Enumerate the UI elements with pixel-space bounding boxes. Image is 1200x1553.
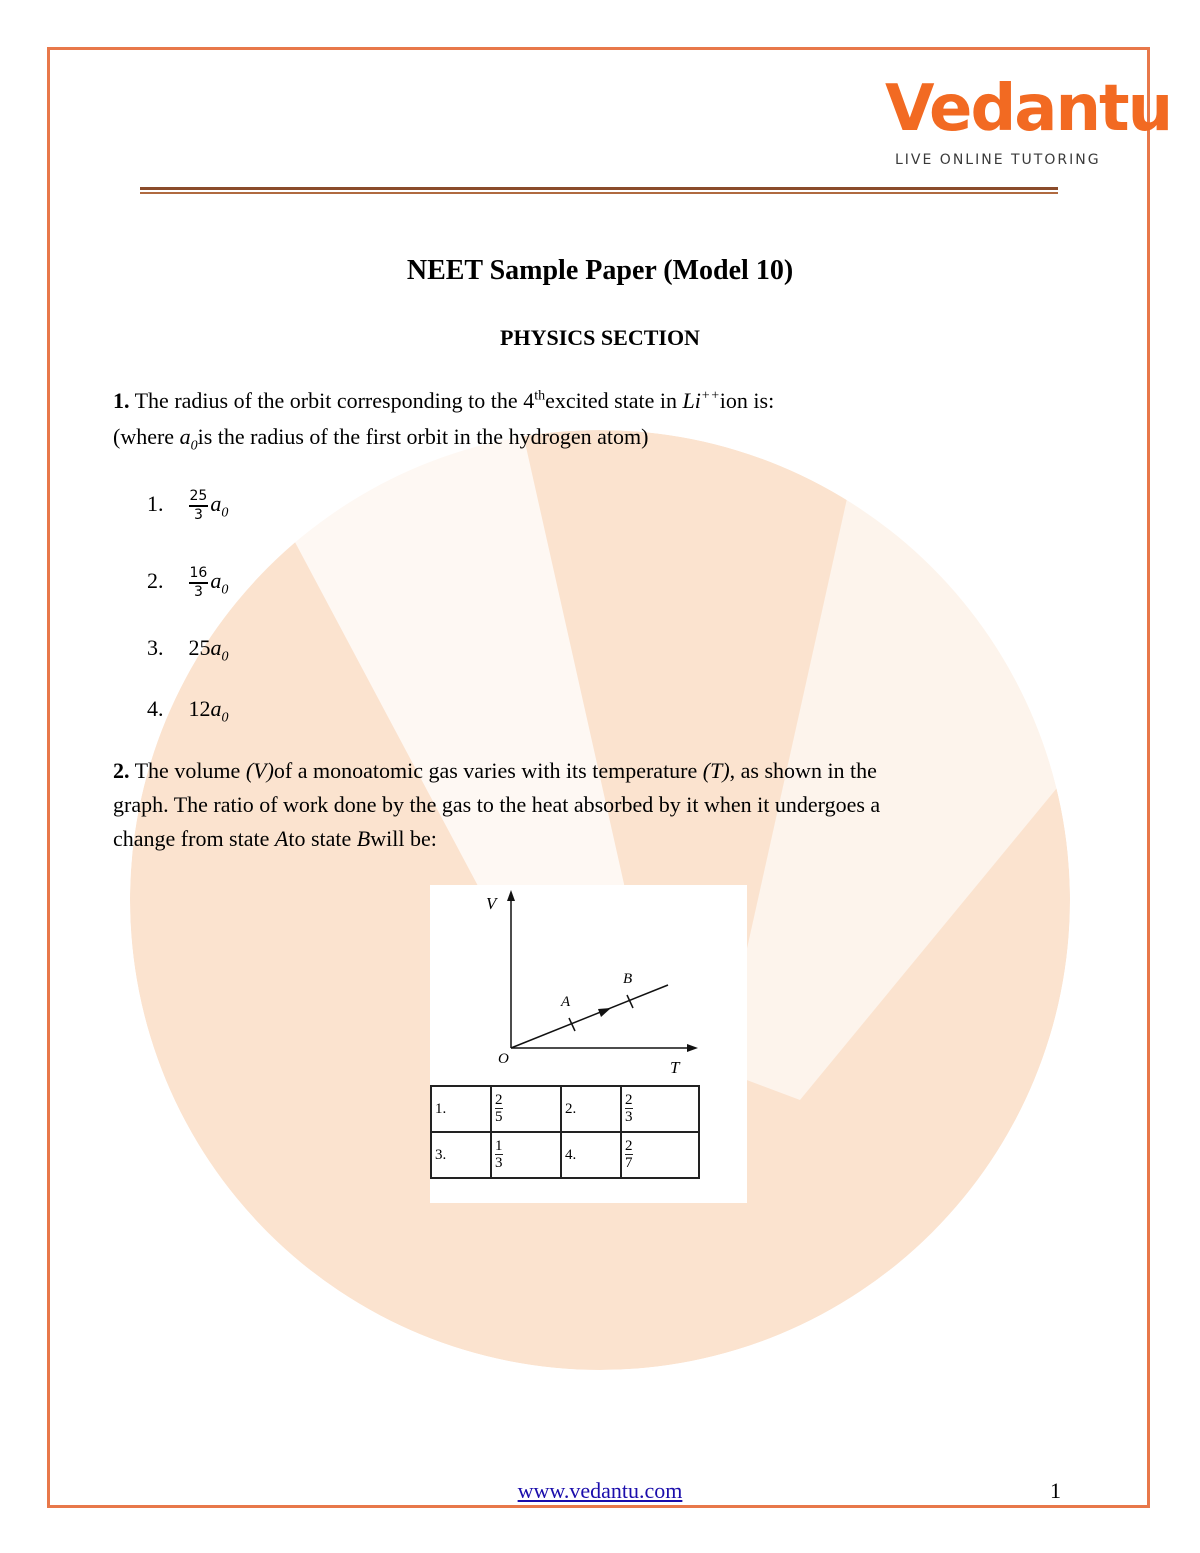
option-a0-sub: 0 <box>221 582 229 598</box>
answer-options-table <box>430 1085 700 1179</box>
table-row <box>431 1132 699 1178</box>
q1-option-1[interactable] <box>147 488 228 524</box>
frac-denominator: 5 <box>495 1109 503 1125</box>
option-a: a <box>210 696 222 721</box>
table-row <box>431 1086 699 1132</box>
frac-numerator: 1 <box>495 1138 503 1154</box>
vedantu-logo <box>885 70 1172 175</box>
q1-charge: ++ <box>700 388 720 404</box>
answer-fraction <box>495 1138 503 1171</box>
option-fraction <box>189 488 209 524</box>
q1-a: a <box>179 424 191 449</box>
header-rule <box>140 187 1058 190</box>
frac-denominator: 3 <box>193 584 203 600</box>
point-b-label: B <box>623 971 633 987</box>
answer-value[interactable] <box>621 1132 699 1178</box>
logo-wordmark: Vedantu <box>885 72 1172 146</box>
frac-denominator: 3 <box>625 1109 633 1125</box>
q1-base: 4 <box>523 388 535 413</box>
option-a: a <box>210 491 222 517</box>
option-number: 4. <box>147 696 164 721</box>
frac-denominator: 3 <box>193 507 203 523</box>
footer <box>0 1478 1200 1504</box>
q1-a0 <box>179 424 198 454</box>
option-coeff: 25 <box>188 635 211 660</box>
answer-fraction <box>495 1092 503 1125</box>
option-a0-sub: 0 <box>221 649 229 665</box>
q1-text-b: excited state in <box>545 388 678 413</box>
q1-lithium <box>683 388 720 413</box>
v-axis-label: V <box>486 894 497 913</box>
v-axis-arrow <box>507 890 515 901</box>
option-a0-sub: 0 <box>221 710 229 726</box>
frac-numerator: 2 <box>625 1092 633 1108</box>
q2-text-b: of a monoatomic gas varies with its temperature <box>273 758 698 783</box>
q1-option-3[interactable] <box>147 635 229 665</box>
option-a: a <box>210 568 222 594</box>
website-link[interactable]: www.vedantu.com <box>517 1478 683 1503</box>
vt-graph <box>430 885 747 1085</box>
option-number: 2. <box>147 568 164 594</box>
q1-stem-line-1 <box>113 388 774 414</box>
origin-label: O <box>498 1051 509 1067</box>
option-coeff: 12 <box>188 696 211 721</box>
q2-figure <box>430 885 747 1203</box>
answer-value[interactable] <box>621 1086 699 1132</box>
q1-text: The radius of the orbit corresponding to the <box>134 388 518 413</box>
answer-value[interactable] <box>491 1086 561 1132</box>
q1-text-c: ion is: <box>719 388 775 413</box>
option-a0 <box>210 491 229 521</box>
process-arrow <box>598 1008 611 1017</box>
q1-li: Li <box>682 388 701 413</box>
q2-number: 2. <box>113 758 130 783</box>
option-a0 <box>210 568 229 598</box>
process-line <box>511 985 668 1048</box>
answer-fraction <box>625 1138 633 1171</box>
page-number: 1 <box>1050 1478 1061 1503</box>
frac-denominator: 7 <box>625 1155 633 1171</box>
q2-text-e: to state <box>288 826 352 851</box>
q1-a0-sub: 0 <box>190 438 198 454</box>
q1-power <box>523 388 545 413</box>
point-a-label: A <box>561 994 571 1010</box>
logo-tagline: LIVE ONLINE TUTORING <box>895 152 1101 168</box>
option-a0-sub: 0 <box>221 505 229 521</box>
answer-fraction <box>625 1092 633 1125</box>
answer-value[interactable] <box>491 1132 561 1178</box>
q1-option-2[interactable] <box>147 565 228 601</box>
option-number: 3. <box>147 635 164 660</box>
q1-th: th <box>534 388 546 404</box>
q2-text-f: will be: <box>370 826 437 851</box>
q1-option-4[interactable] <box>147 696 229 726</box>
q1-stem-line-2 <box>113 424 648 454</box>
option-fraction <box>189 565 209 601</box>
q2-text-d: change from state <box>113 826 270 851</box>
frac-numerator: 2 <box>625 1138 633 1154</box>
q2-state-b: B <box>356 826 371 851</box>
frac-numerator: 16 <box>189 565 209 584</box>
t-axis-label: T <box>670 1058 680 1077</box>
q2-text-c: , as shown in the <box>729 758 877 783</box>
q2-t: (T) <box>702 758 730 783</box>
q1-where: (where <box>113 424 175 449</box>
paper-title: NEET Sample Paper (Model 10) <box>406 255 794 286</box>
answer-label[interactable]: 2. <box>561 1086 621 1132</box>
option-a: a <box>210 635 222 660</box>
option-number: 1. <box>147 491 164 517</box>
q2-state-a: A <box>274 826 289 851</box>
frac-numerator: 25 <box>189 488 209 507</box>
section-heading: PHYSICS SECTION <box>500 325 700 350</box>
q2-stem-line-3 <box>113 826 437 852</box>
q1-number: 1. <box>113 388 130 413</box>
t-axis-arrow <box>687 1044 698 1052</box>
answer-label[interactable]: 3. <box>431 1132 491 1178</box>
frac-denominator: 3 <box>495 1155 503 1171</box>
q2-text: The volume <box>134 758 241 783</box>
frac-numerator: 2 <box>495 1092 503 1108</box>
q1-where-text: is the radius of the first orbit in the hydrogen atom) <box>197 424 649 449</box>
header-rule-thin <box>140 192 1058 194</box>
q2-stem-line-1 <box>113 758 877 784</box>
option-a0 <box>210 696 229 726</box>
q2-v: (V) <box>245 758 274 783</box>
option-a0 <box>210 635 229 665</box>
q2-stem-line-2: graph. The ratio of work done by the gas to the heat absorbed by it when it undergoes a <box>113 792 881 817</box>
answer-label[interactable]: 1. <box>431 1086 491 1132</box>
answer-label[interactable]: 4. <box>561 1132 621 1178</box>
